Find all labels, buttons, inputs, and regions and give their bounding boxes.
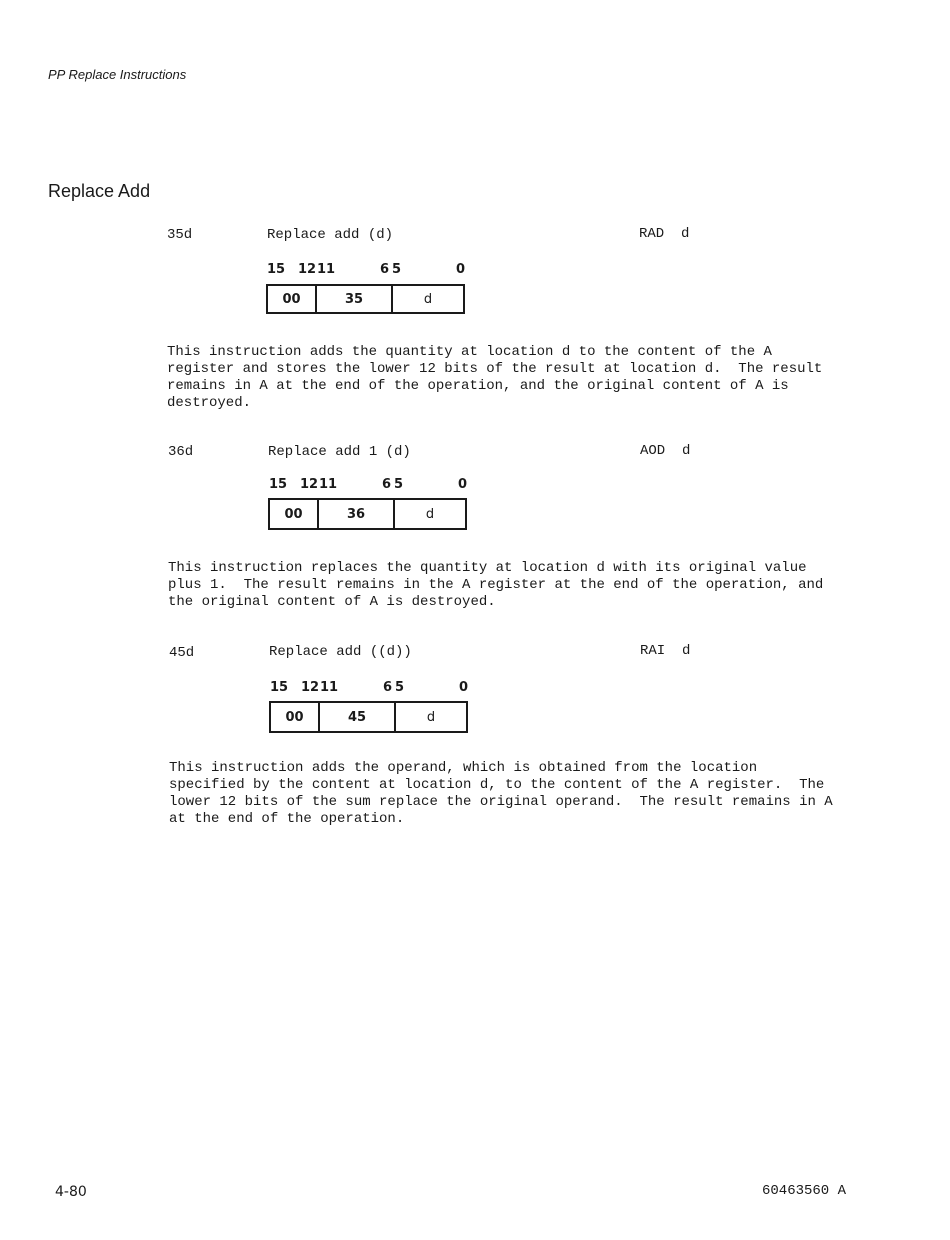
bit-position-labels (268, 680, 473, 696)
instruction-format-diagram (269, 701, 468, 733)
opcode-35d: 35d (167, 227, 193, 243)
instruction-name: Replace add ((d)) (269, 644, 412, 660)
instruction-description: This instruction adds the operand, which is obtained from the location specified by the content at location d, to the content of the A register. The lower 12 bits of the sum replace the original operand. The result remains in A at the end of the operation. (169, 760, 833, 827)
bit-label-12: 12 (300, 477, 319, 492)
section-title: Replace Add (48, 181, 151, 201)
bit-label-0: 0 (458, 477, 468, 492)
instruction-format-diagram (266, 284, 465, 314)
instruction-description: This instruction adds the quantity at location d to the content of the A register and stores the lower 12 bits of the result at location d. The result remains in A at the end of the operation, and the original content of A is destroyed. (167, 344, 823, 411)
field-d: d (423, 291, 433, 307)
field-opcode: 45 (320, 703, 396, 731)
document-number: 60463560 A (762, 1183, 847, 1199)
bit-label-12: 12 (301, 680, 320, 695)
field-f: 00 (270, 500, 319, 528)
field-d: d (425, 506, 435, 522)
field-opcode: 35 (317, 286, 393, 312)
field-d: d (426, 709, 436, 725)
running-head: PP Replace Instructions (48, 67, 187, 82)
bit-label-5: 5 (392, 262, 402, 277)
bit-label-11: 11 (320, 680, 339, 695)
instruction-format-diagram (268, 498, 467, 530)
bit-label-6: 6 (383, 680, 393, 695)
mnemonic: RAI d (640, 643, 691, 659)
field-opcode: 36 (319, 500, 395, 528)
bit-label-15: 15 (269, 477, 288, 492)
opcode-45d: 45d (169, 645, 195, 661)
opcode-36d: 36d (168, 444, 194, 460)
bit-label-15: 15 (267, 262, 286, 277)
page-number: 4-80 (55, 1184, 87, 1200)
field-f: 00 (271, 703, 320, 731)
bit-label-12: 12 (298, 262, 317, 277)
instruction-description: This instruction replaces the quantity at location d with its original value plus 1. The result remains in the A register at the end of the operation, and the original content of A is destroyed. (168, 560, 824, 610)
bit-label-5: 5 (395, 680, 405, 695)
instruction-name: Replace add 1 (d) (268, 444, 411, 460)
bit-label-0: 0 (459, 680, 469, 695)
bit-label-11: 11 (317, 262, 336, 277)
bit-label-5: 5 (394, 477, 404, 492)
mnemonic: RAD d (639, 226, 690, 242)
bit-label-6: 6 (380, 262, 390, 277)
field-f: 00 (268, 286, 317, 312)
mnemonic: AOD d (640, 443, 691, 459)
bit-label-0: 0 (456, 262, 466, 277)
instruction-name: Replace add (d) (267, 227, 394, 243)
bit-label-6: 6 (382, 477, 392, 492)
bit-position-labels (267, 477, 472, 493)
bit-position-labels (265, 262, 470, 278)
bit-label-15: 15 (270, 680, 289, 695)
bit-label-11: 11 (319, 477, 338, 492)
